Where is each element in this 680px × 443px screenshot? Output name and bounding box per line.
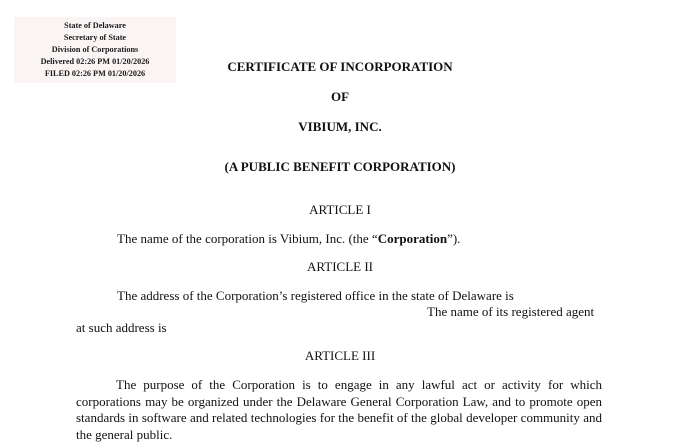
- article-2-heading: ARTICLE II: [306, 259, 373, 274]
- stamp-filed: FILED 02:26 PM 01/20/2026: [44, 69, 146, 78]
- stamp-delivered: Delivered 02:26 PM 01/20/2026: [40, 57, 150, 66]
- article-1-heading: ARTICLE I: [309, 202, 371, 217]
- title-of: OF: [330, 89, 350, 104]
- article-3-paragraph: [76, 377, 602, 443]
- defined-term-corporation: Corporation: [377, 231, 448, 246]
- article-1-text-end: ”).: [447, 231, 461, 246]
- company-name: VIBIUM, INC.: [298, 119, 382, 134]
- article-3-heading: ARTICLE III: [304, 348, 376, 363]
- stamp-secretary: Secretary of State: [63, 33, 127, 42]
- stamp-division: Division of Corporations: [51, 45, 139, 54]
- corporation-type: (A PUBLIC BENEFIT CORPORATION): [224, 159, 456, 174]
- article-2-line-3: at such address is: [76, 320, 167, 335]
- article-2-line-2: The name of its registered agent: [427, 304, 595, 319]
- stamp-state: State of Delaware: [64, 21, 126, 30]
- article-2-line-1: The address of the Corporation’s registered office in the state of Delaware is: [117, 288, 514, 303]
- document-title: CERTIFICATE OF INCORPORATION: [227, 59, 453, 74]
- article-1-text-start: The name of the corporation is Vibium, Inc. (the “: [117, 231, 378, 246]
- article-3-text: The purpose of the Corporation is to engage in any lawful act or activity for which corporations may be organized under the Delaware General Corporation Law, and to promote open standards in software and related technologies for the benefit of the global developer community and the general public.: [76, 377, 602, 442]
- article-1-text: [117, 231, 460, 247]
